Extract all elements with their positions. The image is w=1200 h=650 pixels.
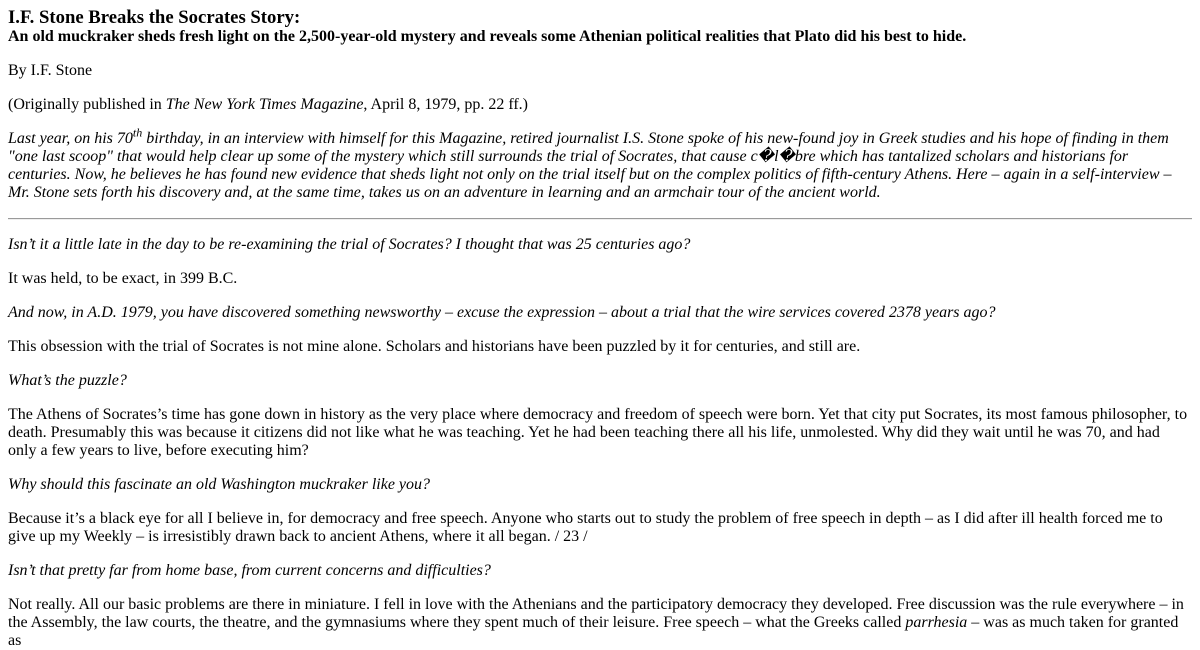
interview-question: And now, in A.D. 1979, you have discovered something newsworthy – excuse the expression – about a trial that the wire services covered 2378 years ago? [8, 304, 996, 321]
interview-question: Why should this fascinate an old Washington muckraker like you? [8, 476, 431, 493]
intro-text-start: Last year, on his 70 [8, 130, 133, 147]
publication-suffix: , April 8, 1979, pp. 22 ff.) [363, 96, 529, 113]
section-divider [8, 218, 1192, 220]
byline: By I.F. Stone [8, 62, 93, 79]
publication-note [8, 96, 1192, 114]
intro-paragraph [8, 125, 1192, 202]
interview-answer: The Athens of Socrates’s time has gone down in history as the very place where democracy and freedom of speech were born. Yet that city put Socrates, its most famous philosopher, to death. Presumably this was because it citizens did not like what he was teaching. Yet he had been teaching there all his life, unmolested. Why did they wait until he was 70, and had only a few years to live, before executing him? [8, 406, 1188, 459]
answer-text-end: – was as much taken for granted as [8, 614, 1179, 649]
article-subtitle: An old muckraker sheds fresh light on the 2,500-year-old mystery and reveals some Athenian political realities that Plato did his best to hide. [8, 28, 967, 45]
article-title: I.F. Stone Breaks the Socrates Story: [8, 7, 301, 28]
publication-prefix: (Originally published in [8, 96, 166, 113]
interview-answer: This obsession with the trial of Socrates is not mine alone. Scholars and historians have been puzzled by it for centuries, and still are. [8, 338, 861, 355]
interview-answer: Because it’s a black eye for all I believe in, for democracy and free speech. Anyone who starts out to study the problem of free speech in depth – as I did after ill health forced me to give up my Weekly – is irresistibly drawn back to ancient Athens, where it all began. / 23 / [8, 510, 1163, 545]
interview-answer: It was held, to be exact, in 399 B.C. [8, 270, 238, 287]
answer-text-start: Not really. All our basic problems are there in miniature. I fell in love with the Athenians and the participatory democracy they developed. Free discussion was the rule everywhere – in the Assembly, the law courts, the theatre, and the gymnasiums where they spent much of their leisure. Free speech – what the Greeks called [8, 596, 1184, 631]
publication-magazine: The New York Times Magazine [165, 96, 364, 113]
intro-text-rest: birthday, in an interview with himself for this Magazine, retired journalist I.S. Stone spoke of his new-found joy in Greek studies and his hope of finding in them "one last scoop" that would help clear up some of the mystery which still surrounds the trial of Socrates, that cause c�l�bre which has tantalized scholars and historians for centuries. Now, he believes he has found new evidence that sheds light not only on the trial itself but on the complex politics of fifth-century Athens. Here – again in a self-interview – Mr. Stone sets forth his discovery and, at the same time, takes us on an adventure in learning and an armchair tour of the ancient world. [8, 130, 1172, 201]
interview-question: What’s the puzzle? [8, 372, 127, 389]
interview-question: Isn’t it a little late in the day to be re-examining the trial of Socrates? I thought that was 25 centuries ago? [8, 236, 691, 253]
greek-term: parrhesia [905, 614, 968, 631]
article-headline [8, 8, 1192, 46]
interview-question: Isn’t that pretty far from home base, from current concerns and difficulties? [8, 562, 491, 579]
interview-answer-last [8, 596, 1192, 650]
intro-ordinal-suffix: th [132, 125, 143, 140]
